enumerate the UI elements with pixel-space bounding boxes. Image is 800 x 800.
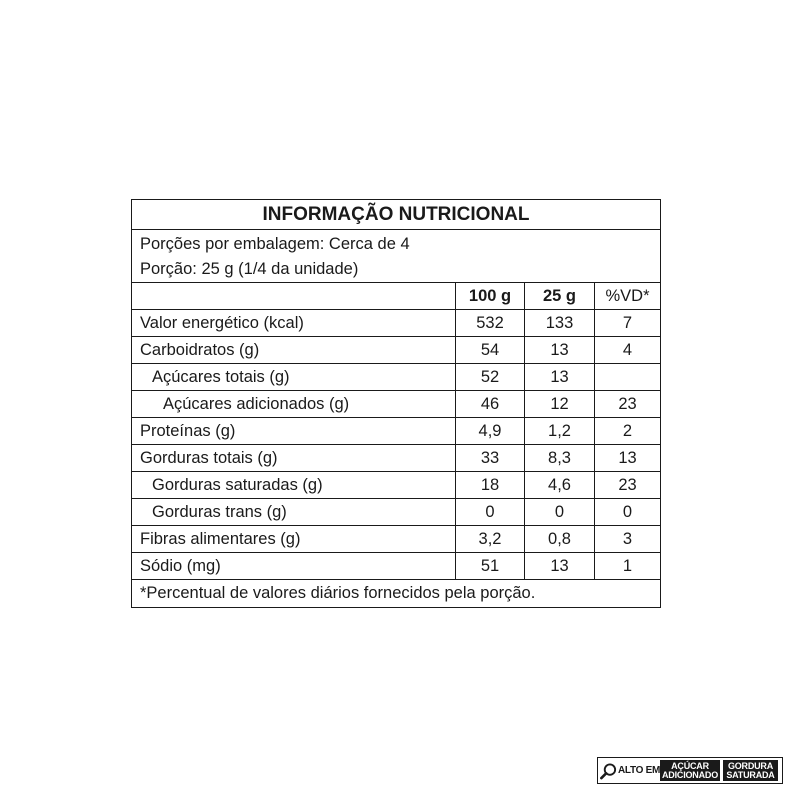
value-daily-percent: 4 — [594, 337, 660, 363]
table-title: INFORMAÇÃO NUTRICIONAL — [132, 200, 660, 230]
servings-per-package: Porções por embalagem: Cerca de 4 — [140, 235, 410, 253]
nutrient-label: Fibras alimentares (g) — [140, 530, 301, 548]
magnifier-icon — [600, 762, 617, 780]
table-row — [132, 364, 660, 391]
value-per-100g: 33 — [455, 445, 524, 471]
added-sugar-line2: ADICIONADO — [662, 769, 718, 780]
value-per-portion: 12 — [524, 391, 594, 417]
table-row — [132, 499, 660, 526]
table-row — [132, 472, 660, 499]
value-per-portion: 13 — [524, 337, 594, 363]
value-per-portion: 0 — [524, 499, 594, 525]
table-row — [132, 445, 660, 472]
value-daily-percent: 3 — [594, 526, 660, 552]
saturated-fat-warning — [723, 760, 778, 781]
saturated-fat-line2: SATURADA — [726, 769, 775, 780]
added-sugar-line1: AÇÚCAR — [671, 760, 709, 771]
nutrient-label: Carboidratos (g) — [140, 341, 260, 359]
servings-block — [132, 230, 660, 283]
value-per-100g: 0 — [455, 499, 524, 525]
header-daily-value: %VD* — [594, 283, 660, 309]
value-daily-percent: 0 — [594, 499, 660, 525]
value-per-100g: 4,9 — [455, 418, 524, 444]
nutrient-label: Açúcares adicionados (g) — [163, 395, 350, 413]
value-daily-percent: 13 — [594, 445, 660, 471]
saturated-fat-line1: GORDURA — [727, 760, 774, 771]
nutrient-label: Gorduras totais (g) — [140, 449, 278, 467]
value-per-100g: 532 — [455, 310, 524, 336]
value-per-portion: 8,3 — [524, 445, 594, 471]
nutrient-label: Valor energético (kcal) — [140, 314, 304, 332]
value-per-100g: 54 — [455, 337, 524, 363]
value-daily-percent — [594, 364, 660, 390]
nutrient-label: Sódio (mg) — [140, 557, 221, 575]
value-daily-percent: 7 — [594, 310, 660, 336]
value-per-portion: 4,6 — [524, 472, 594, 498]
footnote: *Percentual de valores diários fornecidos pela porção. — [140, 584, 536, 602]
header-blank — [132, 283, 455, 309]
value-per-portion: 1,2 — [524, 418, 594, 444]
table-row — [132, 337, 660, 364]
value-daily-percent: 2 — [594, 418, 660, 444]
value-per-100g: 3,2 — [455, 526, 524, 552]
value-per-portion: 133 — [524, 310, 594, 336]
value-per-100g: 51 — [455, 553, 524, 579]
nutrient-label: Gorduras trans (g) — [152, 503, 287, 521]
nutrient-label: Proteínas (g) — [140, 422, 236, 440]
table-row — [132, 553, 660, 580]
value-daily-percent: 23 — [594, 472, 660, 498]
header-per-portion: 25 g — [524, 283, 594, 309]
table-row — [132, 418, 660, 445]
header-per-100g: 100 g — [455, 283, 524, 309]
table-row — [132, 391, 660, 418]
value-per-100g: 52 — [455, 364, 524, 390]
added-sugar-warning — [660, 760, 720, 781]
alto-em-text: ALTO EM — [618, 765, 660, 776]
nutrition-facts-table — [131, 199, 661, 608]
value-per-portion: 13 — [524, 553, 594, 579]
column-header-row — [132, 283, 660, 310]
value-daily-percent: 1 — [594, 553, 660, 579]
value-per-100g: 46 — [455, 391, 524, 417]
serving-size: Porção: 25 g (1/4 da unidade) — [140, 260, 359, 278]
value-daily-percent: 23 — [594, 391, 660, 417]
table-row — [132, 310, 660, 337]
alto-em-block — [598, 758, 660, 783]
nutrient-label: Açúcares totais (g) — [152, 368, 290, 386]
value-per-portion: 0,8 — [524, 526, 594, 552]
value-per-100g: 18 — [455, 472, 524, 498]
front-of-pack-warning-label — [597, 757, 783, 784]
table-row — [132, 526, 660, 553]
nutrient-label: Gorduras saturadas (g) — [152, 476, 323, 494]
value-per-portion: 13 — [524, 364, 594, 390]
